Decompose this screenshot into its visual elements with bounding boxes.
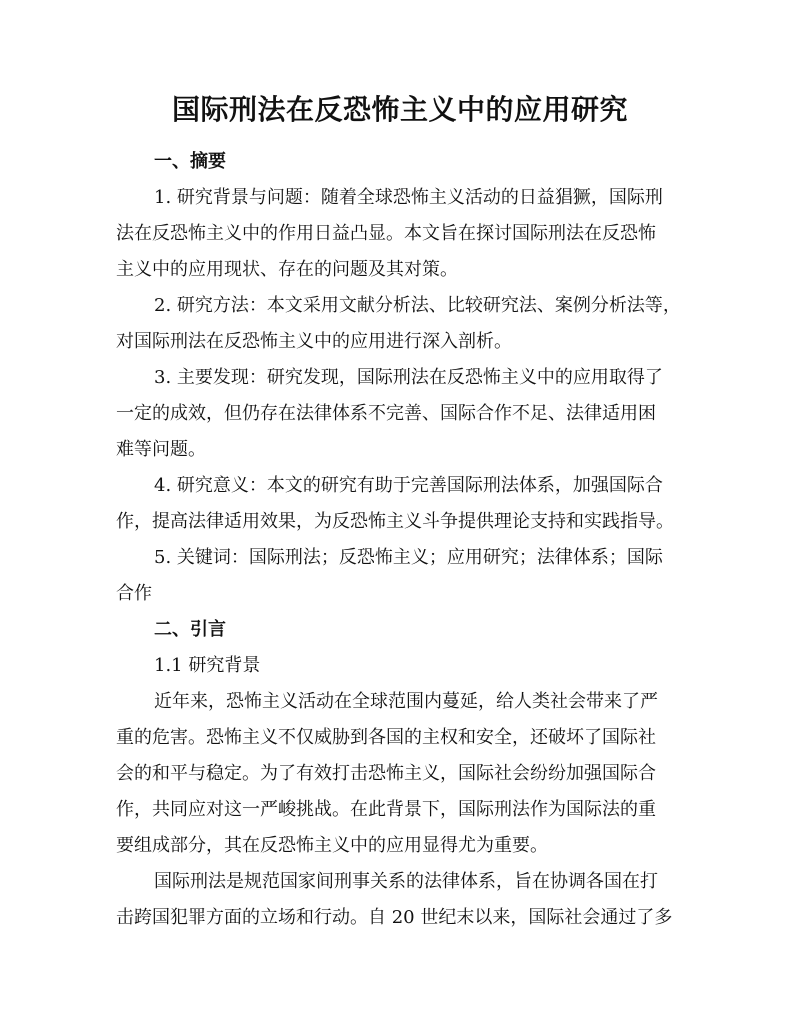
background-para-2-line-2: 击跨国犯罪方面的立场和行动。自 20 世纪末以来，国际社会通过了多 (116, 907, 673, 928)
abstract-item-2-line-2: 对国际刑法在反恐怖主义中的应用进行深入剖析。 (116, 331, 512, 352)
abstract-item-4-line-2: 作，提高法律适用效果，为反恐怖主义斗争提供理论支持和实践指导。 (116, 511, 674, 532)
document-title: 国际刑法在反恐怖主义中的应用研究 (171, 93, 628, 126)
subsection-heading-background: 1.1 研究背景 (154, 655, 261, 676)
background-para-1-line-1: 近年来，恐怖主义活动在全球范围内蔓延，给人类社会带来了严 (154, 691, 658, 712)
abstract-item-1-line-2: 法在反恐怖主义中的作用日益凸显。本文旨在探讨国际刑法在反恐怖 (116, 223, 656, 244)
abstract-item-3-line-1: 3. 主要发现：研究发现，国际刑法在反恐怖主义中的应用取得了 (154, 367, 663, 388)
section-heading-abstract: 一、摘要 (154, 151, 226, 172)
abstract-item-3-line-3: 难等问题。 (116, 439, 206, 460)
section-heading-introduction: 二、引言 (154, 619, 226, 640)
background-para-1-line-2: 重的危害。恐怖主义不仅威胁到各国的主权和安全，还破坏了国际社 (116, 727, 656, 748)
background-para-1-line-4: 作，共同应对这一严峻挑战。在此背景下，国际刑法作为国际法的重 (116, 799, 656, 820)
abstract-item-3-line-2: 一定的成效，但仍存在法律体系不完善、国际合作不足、法律适用困 (116, 403, 656, 424)
abstract-item-1-line-3: 主义中的应用现状、存在的问题及其对策。 (116, 259, 458, 280)
abstract-item-5-line-1: 5. 关键词：国际刑法；反恐怖主义；应用研究；法律体系；国际 (154, 547, 663, 568)
background-para-2-line-1: 国际刑法是规范国家间刑事关系的法律体系，旨在协调各国在打 (154, 871, 658, 892)
abstract-item-1-line-1: 1. 研究背景与问题：随着全球恐怖主义活动的日益猖獗，国际刑 (154, 187, 663, 208)
abstract-item-5-line-2: 合作 (116, 583, 152, 604)
abstract-item-2-line-1: 2. 研究方法：本文采用文献分析法、比较研究法、案例分析法等， (154, 295, 681, 316)
background-para-1-line-5: 要组成部分，其在反恐怖主义中的应用显得尤为重要。 (116, 835, 548, 856)
abstract-item-4-line-1: 4. 研究意义：本文的研究有助于完善国际刑法体系，加强国际合 (154, 475, 663, 496)
background-para-1-line-3: 会的和平与稳定。为了有效打击恐怖主义，国际社会纷纷加强国际合 (116, 763, 656, 784)
